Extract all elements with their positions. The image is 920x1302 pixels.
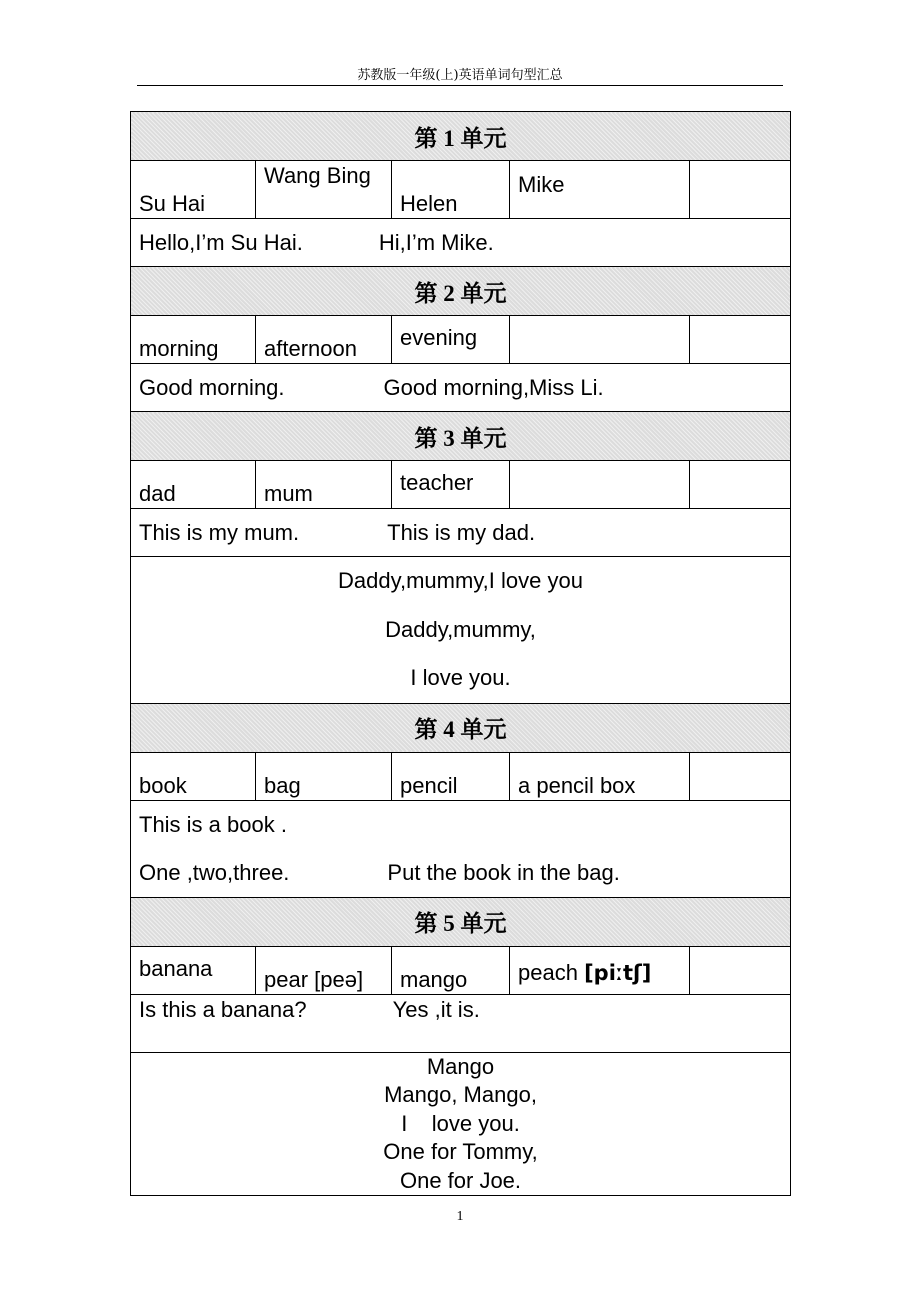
word-cell-empty [510, 316, 690, 364]
word: peach [518, 959, 578, 985]
unit-3-sentence-row [131, 509, 791, 557]
sentence: Hello,I’m Su Hai. [139, 229, 303, 255]
unit-heading-prefix: 第 [414, 425, 438, 451]
word-cell: book [131, 752, 256, 800]
unit-heading-suffix: 单元 [460, 125, 507, 151]
song-line: Mango, Mango, [384, 1082, 537, 1107]
word-cell: evening [392, 316, 510, 364]
sentence: Yes ,it is. [392, 996, 480, 1022]
unit-5-song-row [131, 1052, 791, 1196]
unit-2-heading [131, 267, 791, 316]
sentence: This is a book . [139, 811, 287, 837]
sentence-cell [131, 994, 791, 1052]
unit-heading-prefix: 第 [414, 717, 438, 742]
sentence: One ,two,three. [139, 859, 290, 885]
song-line: One for Joe. [399, 1167, 522, 1193]
word-cell: pencil [392, 752, 510, 800]
unit-1-words-row [131, 161, 791, 219]
word-cell-empty [510, 461, 690, 509]
sentence: This is my mum. [139, 519, 300, 545]
word-cell: banana [131, 946, 256, 994]
unit-5-heading-row [131, 897, 791, 946]
unit-1-heading-row [131, 112, 791, 161]
word-cell: morning [131, 316, 256, 364]
sentence: Good morning. [139, 374, 285, 400]
word-cell: Su Hai [131, 161, 256, 219]
unit-3-heading [131, 412, 791, 461]
sentence-cell [131, 509, 791, 557]
song-line: Daddy,mummy, [385, 616, 536, 642]
unit-heading-number: 4 [443, 717, 455, 742]
song-cell [131, 1052, 791, 1196]
unit-heading-suffix: 单元 [460, 911, 507, 936]
header-rule [137, 85, 783, 86]
unit-1-heading [131, 112, 791, 161]
unit-4-heading-row [131, 703, 791, 752]
word-cell: teacher [392, 461, 510, 509]
word-cell: Wang Bing [256, 161, 392, 219]
word-cell-empty [690, 316, 791, 364]
unit-4-sentence-row [131, 800, 791, 897]
word-cell: Mike [510, 161, 690, 219]
word-cell: Helen [392, 161, 510, 219]
unit-5-heading [131, 897, 791, 946]
sentence: This is my dad. [387, 519, 536, 545]
sentence-cell [131, 800, 791, 897]
unit-4-words-row [131, 752, 791, 800]
song-line: I love you. [410, 665, 511, 690]
word-cell-empty [690, 161, 791, 219]
sentence: Put the book in the bag. [387, 859, 620, 885]
sentence: Hi,I’m Mike. [378, 229, 494, 255]
word-cell: afternoon [256, 316, 392, 364]
unit-heading-number: 2 [443, 280, 455, 306]
unit-heading-prefix: 第 [414, 280, 438, 306]
word-cell: a pencil box [510, 752, 690, 800]
word-cell-empty [690, 752, 791, 800]
unit-2-sentence-row [131, 364, 791, 412]
unit-5-words-row [131, 946, 791, 994]
unit-3-heading-row [131, 412, 791, 461]
vocabulary-table [130, 111, 791, 1196]
page-number: 1 [456, 1209, 464, 1224]
sentence: Is this a banana? [139, 996, 307, 1022]
unit-5-sentence-row [131, 994, 791, 1052]
unit-1-sentence-row [131, 219, 791, 267]
sentence-cell [131, 219, 791, 267]
word-cell-empty [690, 946, 791, 994]
unit-heading-number: 3 [443, 425, 455, 451]
unit-3-song-row [131, 557, 791, 704]
song-line: I love you. [401, 1110, 520, 1136]
song-line: Mango [426, 1053, 495, 1079]
unit-heading-number: 5 [443, 911, 455, 936]
unit-3-words-row [131, 461, 791, 509]
unit-heading-prefix: 第 [414, 911, 438, 936]
unit-2-heading-row [131, 267, 791, 316]
sentence-cell [131, 364, 791, 412]
sentence: Good morning,Miss Li. [383, 374, 604, 400]
song-line: Daddy,mummy,I love you [338, 568, 583, 593]
word-cell: pear [peə] [256, 946, 392, 994]
word-cell-empty [690, 461, 791, 509]
unit-heading-prefix: 第 [414, 125, 438, 151]
word-cell: mango [392, 946, 510, 994]
song-cell [131, 557, 791, 704]
unit-2-words-row [131, 316, 791, 364]
word-cell: dad [131, 461, 256, 509]
unit-heading-suffix: 单元 [460, 425, 507, 451]
word-cell: mum [256, 461, 392, 509]
unit-heading-suffix: 单元 [460, 280, 507, 306]
page-header-title: 苏教版一年级(上)英语单词句型汇总 [357, 68, 563, 83]
song-line: One for Tommy, [383, 1139, 538, 1164]
word-cell: bag [256, 752, 392, 800]
unit-heading-number: 1 [443, 125, 455, 151]
phonetic: [piːtʃ] [584, 960, 652, 985]
word-cell [510, 946, 690, 994]
unit-heading-suffix: 单元 [460, 717, 507, 742]
unit-4-heading [131, 703, 791, 752]
